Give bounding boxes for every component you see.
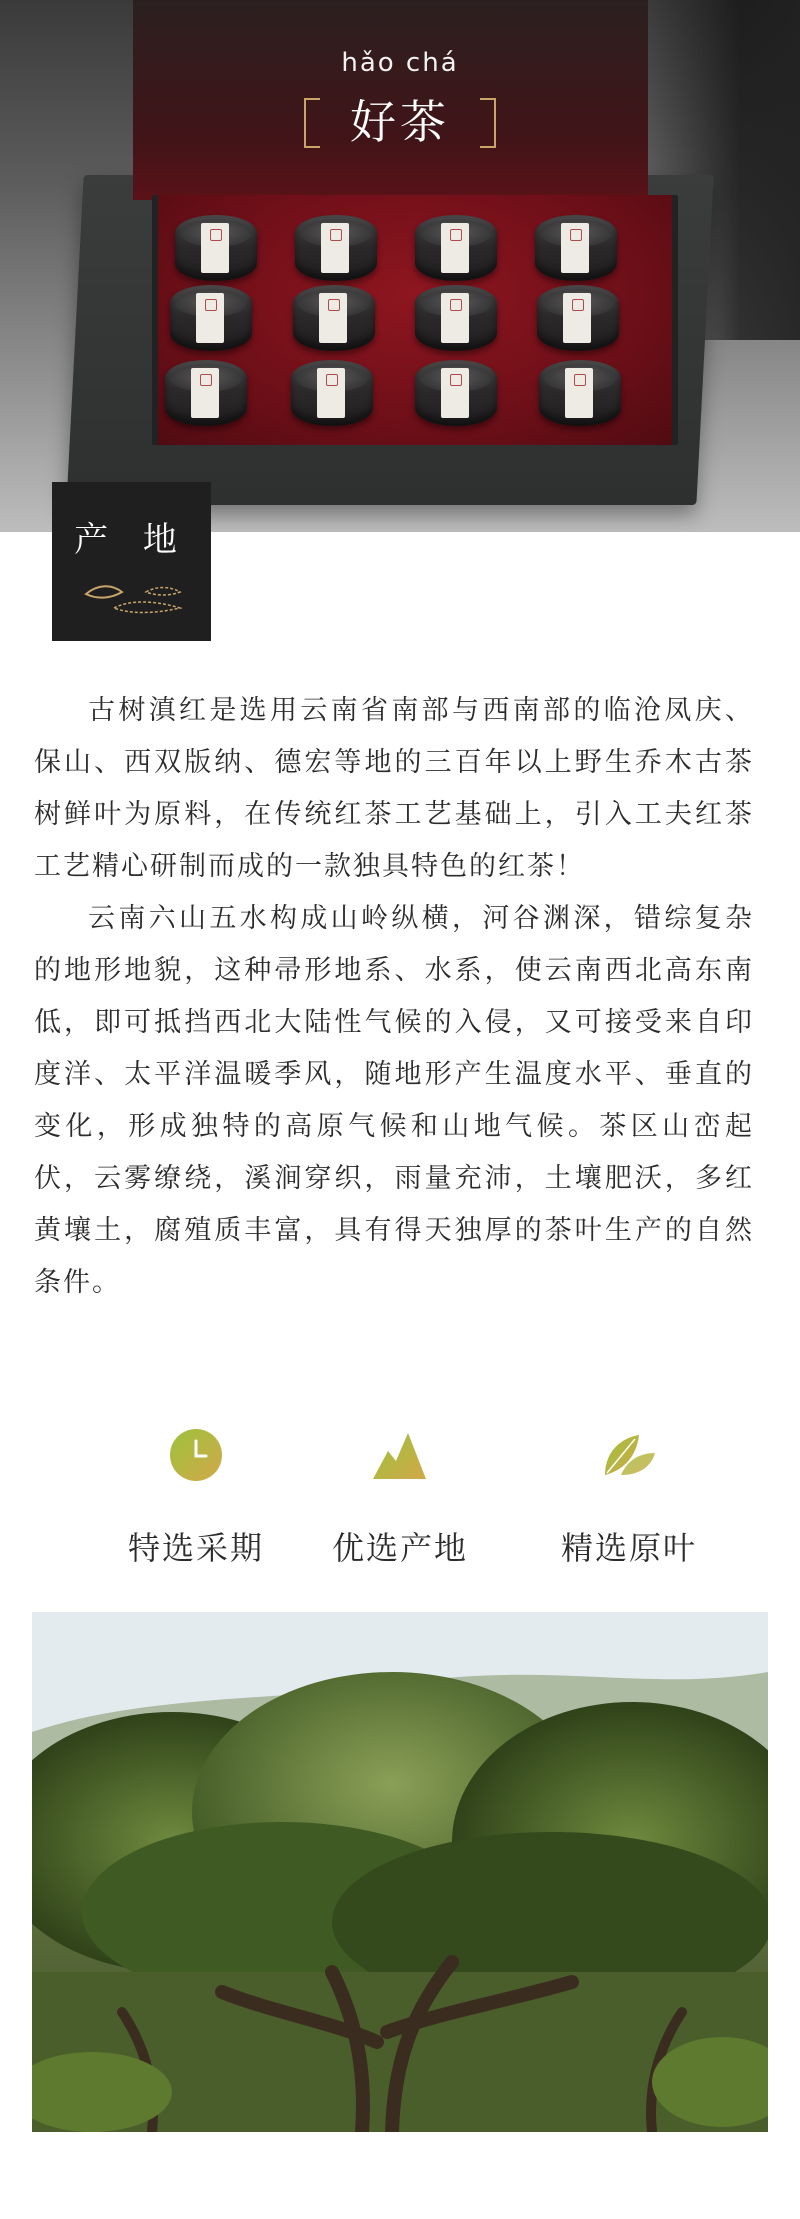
mountain-icon (370, 1425, 430, 1485)
paragraph: 古树滇红是选用云南省南部与西南部的临沧凤庆、保山、西双版纳、德宏等地的三百年以上野生乔木古茶树鲜叶为原料，在传统红茶工艺基础上，引入工夫红茶工艺精心研制而成的一款独具特色的红茶！ (34, 695, 754, 882)
feature-item (300, 1425, 500, 1569)
tea-tin (170, 285, 252, 351)
hero-banner (0, 0, 800, 532)
feature-label: 精选原叶 (560, 1529, 697, 1567)
origin-section-badge (52, 482, 211, 641)
tea-tin (291, 360, 373, 426)
paragraph: 云南六山五水构成山岭纵横，河谷渊深，错综复杂的地形地貌，这种帚形地系、水系，使云南西北高东南低，即可抵挡西北大陆性气候的入侵，又可接受来自印度洋、太平洋温暖季风，随地形产生温度水平、垂直的变化，形成独特的高原气候和山地气候。茶区山峦起伏，云雾缭绕，溪涧穿织，雨量充沛，土壤肥沃，多红黄壤土，腐殖质丰富，具有得天独厚的茶叶生产的自然条件。 (34, 903, 754, 1298)
tea-tin (175, 215, 257, 281)
hero-pinyin: hǎo chá (341, 48, 459, 78)
tea-tin (295, 215, 377, 281)
tea-tin (415, 285, 497, 351)
tea-tin (537, 285, 619, 351)
leaf-ornament-icon (84, 582, 184, 616)
hero-title-frame (300, 92, 500, 152)
feature-label: 特选采期 (127, 1529, 264, 1567)
tea-tin (415, 215, 497, 281)
feature-row (0, 1425, 800, 1585)
hero-title: 好茶 (350, 95, 450, 149)
tea-tin (165, 360, 247, 426)
origin-description (34, 685, 754, 1309)
tea-leaf-icon (599, 1425, 659, 1485)
ancient-tea-tree-photo (32, 1612, 768, 2132)
feature-item (96, 1425, 296, 1569)
tea-tin (415, 360, 497, 426)
tea-tin (535, 215, 617, 281)
tea-tree-illustration (32, 1612, 768, 2132)
feature-label: 优选产地 (331, 1529, 468, 1567)
tea-tin (539, 360, 621, 426)
tea-tin (293, 285, 375, 351)
feature-item (529, 1425, 729, 1569)
clock-icon (166, 1425, 226, 1485)
tea-tins-grid (165, 215, 655, 440)
origin-badge-label: 产 地 (74, 520, 189, 560)
